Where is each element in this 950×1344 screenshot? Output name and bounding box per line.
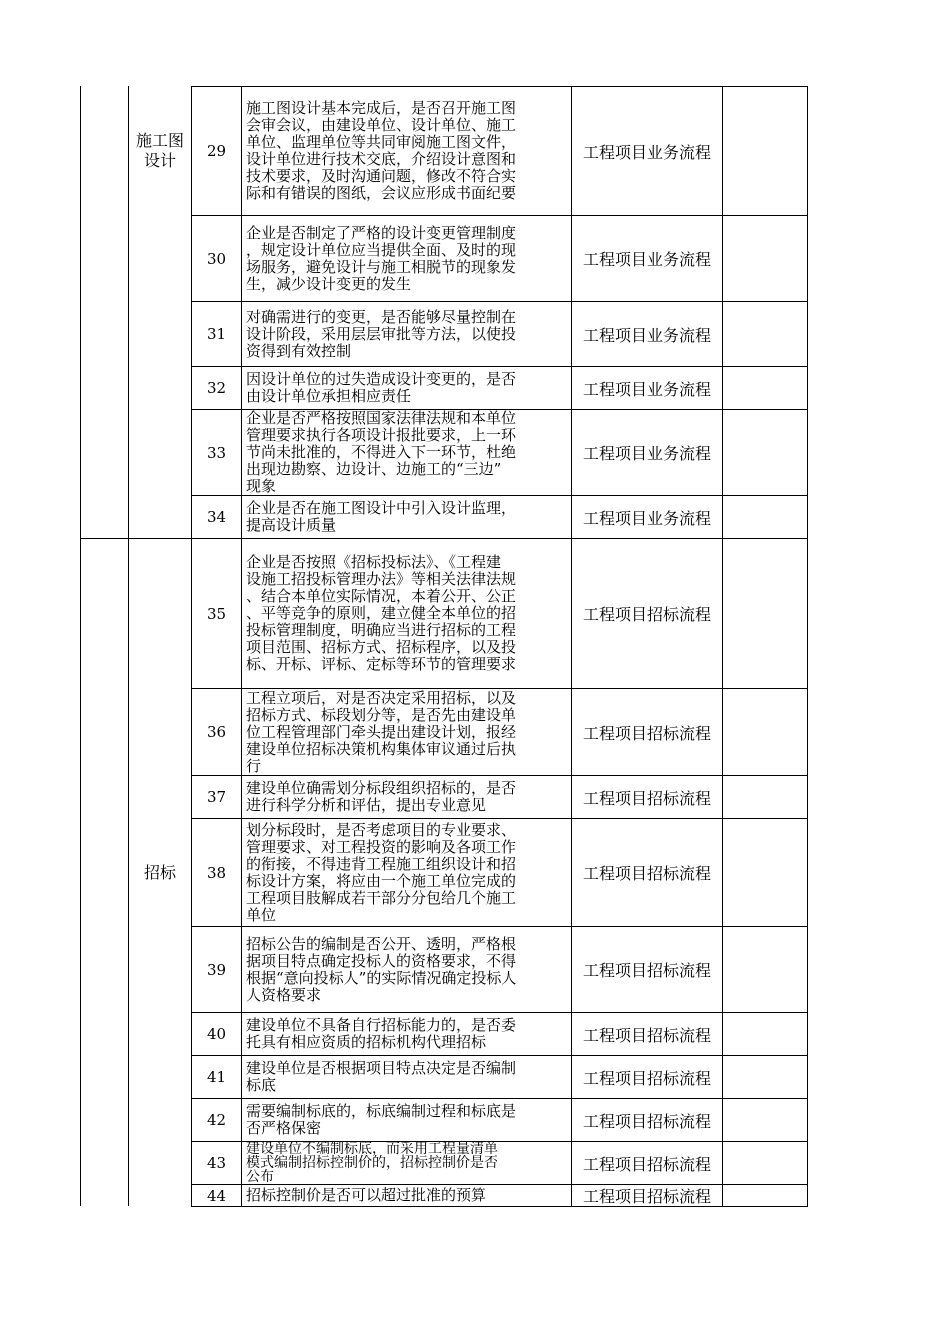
row-number: 40 <box>206 1025 227 1043</box>
row-flow: 工程项目业务流程 <box>582 250 711 269</box>
table-bottom-border <box>191 1206 808 1207</box>
row-description: 因设计单位的过失造成设计变更的，是否 由设计单位承担相应责任 <box>246 370 517 405</box>
row-description: 建设单位不编制标底，而采用工程量清单 模式编制招标控制价的，招标控制价是否 公布 <box>246 1142 498 1184</box>
row-number: 31 <box>206 325 227 343</box>
row-flow: 工程项目招标流程 <box>582 605 711 624</box>
row-flow: 工程项目招标流程 <box>582 961 711 980</box>
row-description: 建设单位是否根据项目特点决定是否编制 标底 <box>246 1059 517 1094</box>
row-number: 37 <box>206 788 227 806</box>
group-label-tendering: 招标 <box>143 862 176 882</box>
row-description: 招标公告的编制是否公开、透明，严格根 据项目特点确定投标人的资格要求，不得 根据“意向投标人”的实际情况确定投标人 人资格要求 <box>246 934 517 1004</box>
row-flow: 工程项目业务流程 <box>582 508 711 528</box>
row-number: 33 <box>206 443 227 462</box>
row-number: 35 <box>206 604 227 623</box>
row-description: 对确需进行的变更，是否能够尽量控制在 设计阶段，采用层层审批等方法，以使投 资得到有效控制 <box>246 307 517 360</box>
row-flow: 工程项目招标流程 <box>582 1068 711 1088</box>
row-description: 企业是否在施工图设计中引入设计监理， 提高设计质量 <box>246 499 517 534</box>
row-flow: 工程项目招标流程 <box>582 1111 711 1131</box>
row-number: 44 <box>206 1186 227 1205</box>
flow-column-right <box>722 86 723 1206</box>
table-right-border <box>807 86 808 1206</box>
row-number: 41 <box>206 1068 227 1086</box>
row-description: 企业是否按照《招标投标法》、《工程建 设施工招投标管理办法》等相关法律法规 、结合本单位实际情况，本着公开、公正 、平等竞争的原则，建立健全本单位的招 投标管理制度，明确应当进行招标的工程 项目范围、招标方式、招标程序，以及投 标、开标、评标、定标等环节的管理要求 <box>246 553 517 673</box>
group-label-construction-design: 施工图 设计 <box>135 131 184 170</box>
row-description: 工程立项后，对是否决定采用招标，以及 招标方式、标段划分等，是否先由建设单 位工程管理部门牵头提出建设计划，报经 建设单位招标决策机构集体审议通过后执 行 <box>246 689 517 775</box>
row-flow: 工程项目业务流程 <box>582 325 711 345</box>
row-description: 建设单位确需划分标段组织招标的，是否 进行科学分析和评估，提出专业意见 <box>246 779 517 814</box>
row-flow: 工程项目招标流程 <box>582 1187 711 1206</box>
row-flow: 工程项目业务流程 <box>582 379 711 399</box>
row-description: 划分标段时，是否考虑项目的专业要求、 管理要求、对工程投资的影响及各项工作 的衔接，不得违背工程施工组织设计和招 标设计方案，将应由一个施工单位完成的 工程项目肢解成若干部分分包给几个施工 单位 <box>246 820 517 924</box>
row-number: 42 <box>206 1111 227 1129</box>
row-description: 招标控制价是否可以超过批准的预算 <box>246 1186 487 1204</box>
row-flow: 工程项目招标流程 <box>582 1154 711 1174</box>
row-flow: 工程项目业务流程 <box>582 142 711 162</box>
row-number: 30 <box>206 249 227 268</box>
row-description: 需要编制标底的，标底编制过程和标底是 否严格保密 <box>246 1102 517 1137</box>
row-flow: 工程项目招标流程 <box>582 864 711 883</box>
row-number: 43 <box>206 1154 227 1172</box>
row-description: 企业是否严格按照国家法律法规和本单位 管理要求执行各项设计报批要求，上一环 节尚未批准的，不得进入下一环节，杜绝 出现边勘察、边设计、边施工的“三边” 现象 <box>246 410 517 495</box>
row-number: 39 <box>206 960 227 979</box>
row-number: 32 <box>206 379 227 397</box>
row-flow: 工程项目招标流程 <box>582 1025 711 1045</box>
row-description: 建设单位不具备自行招标能力的，是否委 托具有相应资质的招标机构代理招标 <box>246 1016 517 1051</box>
row-description: 企业是否制定了严格的设计变更管理制度 ，规定设计单位应当提供全面、及时的现 场服务，避免设计与施工相脱节的现象发 生，减少设计变更的发生 <box>246 223 517 293</box>
outer-border-left <box>80 86 81 1206</box>
row-number: 29 <box>206 142 227 160</box>
row-number: 34 <box>206 508 227 526</box>
row-number: 38 <box>206 863 227 882</box>
row-number: 36 <box>206 723 227 741</box>
row-flow: 工程项目招标流程 <box>582 788 711 808</box>
row-flow: 工程项目业务流程 <box>582 444 711 463</box>
row-flow: 工程项目招标流程 <box>582 723 711 743</box>
row-description: 施工图设计基本完成后，是否召开施工图 会审会议，由建设单位、设计单位、施工 单位、监理单位等共同审阅施工图文件， 设计单位进行技术交底，介绍设计意图和 技术要求，及时沟通问题，修改不符合实 际和有错误的图纸，会议应形成书面纪要 <box>246 99 517 202</box>
